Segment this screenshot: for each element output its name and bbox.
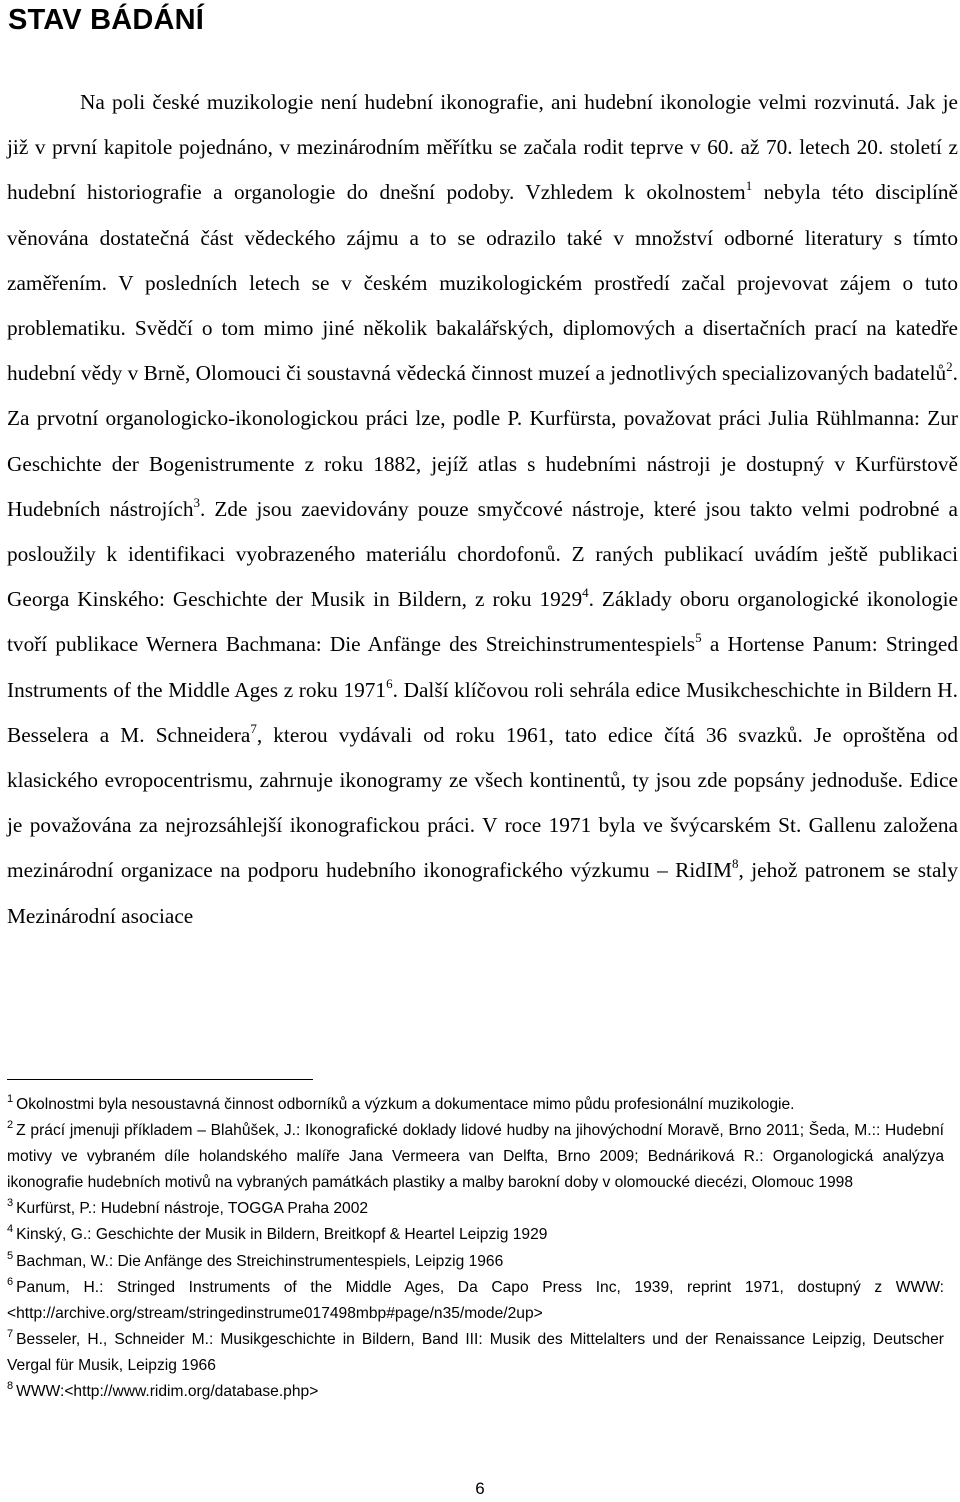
footnote-reference[interactable]: 2 <box>946 359 953 375</box>
footnote-text: Kinský, G.: Geschichte der Musik in Bildern, Breitkopf & Heartel Leipzig 1929 <box>16 1226 548 1244</box>
footnote-text: Panum, H.: Stringed Instruments of the Middle Ages, Da Capo Press Inc, 1939, reprint 1971, dostupný z WWW:<http://archive.org/stream/stringedinstrume017498mbp#page/n35/mode/2up> <box>7 1278 944 1322</box>
footnote-number: 5 <box>7 1249 14 1262</box>
footnote-text: Kurfürst, P.: Hudební nástroje, TOGGA Praha 2002 <box>16 1200 369 1218</box>
footnote-8 <box>7 1379 944 1405</box>
footnote-7 <box>7 1327 944 1379</box>
footnote-number: 6 <box>7 1275 14 1288</box>
footnote-reference[interactable]: 6 <box>386 675 393 691</box>
footnote-text: WWW:<http://www.ridim.org/database.php> <box>16 1383 319 1401</box>
footnote-reference[interactable]: 4 <box>582 585 589 601</box>
footnote-number: 3 <box>7 1197 14 1210</box>
footnote-number: 8 <box>7 1380 14 1393</box>
footnote-reference[interactable]: 1 <box>745 178 753 194</box>
footnote-reference[interactable]: 8 <box>731 856 739 872</box>
paragraph-text: . Za prvotní organologicko-ikonologickou práci lze, podle P. Kurfürsta, považovat práci Julia Rühlmanna: Zur Geschichte der Bogenistrumente z roku 1882, jejíž atlas s hudebními nástroji je dostupný v Kurfürstově Hudebních nástrojích <box>7 361 958 521</box>
section-heading: STAV BÁDÁNÍ <box>8 4 205 36</box>
footnote-4 <box>7 1222 944 1248</box>
body-text <box>7 80 958 939</box>
footnote-text: Besseler, H., Schneider M.: Musikgeschichte in Bildern, Band III: Musik des Mittelalters und der Renaissance Leipzig, Deutscher Vergal für Musik, Leipzig 1966 <box>7 1330 944 1374</box>
footnote-5 <box>7 1249 944 1275</box>
footnote-number: 1 <box>7 1093 14 1105</box>
paragraph-text: . Další klíčovou roli sehrála edice Musikcheschichte in Bildern H. Besselera a M. Schneidera <box>7 677 958 747</box>
footnote-reference[interactable]: 5 <box>695 630 702 646</box>
main-paragraph <box>7 80 958 939</box>
footnote-number: 7 <box>7 1327 14 1340</box>
paragraph-text: , kterou vydávali od roku 1961, tato edice čítá 36 svazků. Je oproštěna od klasického evropocentrismu, zahrnuje ikonogramy ze všech kontinentů, ty jsou zde popsány jednoduše. Edice je považována za nejrozsáhlejší ikonografickou práci. V roce 1971 byla ve švýcarském St. Gallenu založena mezinárodní organizace na podporu hudebního ikonografického výzkumu – RidIM <box>7 722 958 883</box>
footnote-number: 2 <box>7 1119 14 1132</box>
footnote-3 <box>7 1196 944 1222</box>
footnote-text: Okolnostmi byla nesoustavná činnost odborníků a výzkum a dokumentace mimo půdu profesionální muzikologie. <box>16 1096 795 1113</box>
footnote-text: Z prácí jmenuji příkladem – Blahůšek, J.: Ikonografické doklady lidové hudby na jihovýchodní Moravě, Brno 2011; Šeda, M.:: Hudební motivy ve vybraném díle holandského malíře Jana Vermeera van Delfta, Brno 2009; Bednáriková R.: Organologická analýzya ikonografie hudebních motivů na vybraných památkách plastiky a malby barokní doby v olomoucké diecézi, Olomouc 1998 <box>7 1122 944 1192</box>
paragraph-text: nebyla této disciplíně věnována dostatečná část vědeckého zájmu a to se odrazilo také v množství odborné literatury s tímto zaměřením. V posledních letech se v českém muzikologickém prostředí začal projevovat zájem o tuto problematiku. Svědčí o tom mimo jiné několik bakalářských, diplomových a disertačních prací na katedře hudební vědy v Brně, Olomouci či soustavná vědecká činnost muzeí a jednotlivých specializovaných badatelů <box>7 180 958 386</box>
footnote-number: 4 <box>7 1223 14 1236</box>
page-number: 6 <box>475 1479 485 1498</box>
paragraph-text: Na poli české muzikologie není hudební ikonografie, ani hudební ikonologie velmi rozvinutá. Jak je již v první kapitole pojednáno, v mezinárodním měřítku se začala rodit teprve v 60. až 70. letech 20. století z hudební historiografie a organologie do dnešní podoby. Vzhledem k okolnostem <box>7 90 958 205</box>
footnote-6 <box>7 1275 944 1327</box>
paragraph-text: , jehož patronem se staly Mezinárodní asociace <box>7 858 958 928</box>
paragraph-text: a Hortense Panum: Stringed Instruments of the Middle Ages z roku 1971 <box>7 632 958 702</box>
footnotes <box>7 1092 944 1405</box>
footnote-1 <box>7 1092 944 1118</box>
footnote-reference[interactable]: 7 <box>250 720 257 736</box>
paragraph-text: . Základy oboru organologické ikonologie tvoří publikace Wernera Bachmana: Die Anfänge des Streichinstrumentespiels <box>7 587 958 657</box>
footnote-2 <box>7 1118 944 1196</box>
paragraph-text: . Zde jsou zaevidovány pouze smyčcové nástroje, které jsou takto velmi podrobné a posloužily k identifikaci vyobrazeného materiálu chordofonů. Z raných publikací uvádím ještě publikaci Georga Kinského: Geschichte der Musik in Bildern, z roku 1929 <box>7 496 958 612</box>
footnote-text: Bachman, W.: Die Anfänge des Streichinstrumentespiels, Leipzig 1966 <box>16 1252 504 1270</box>
footnote-separator <box>7 1079 313 1080</box>
footnote-reference[interactable]: 3 <box>193 494 200 510</box>
